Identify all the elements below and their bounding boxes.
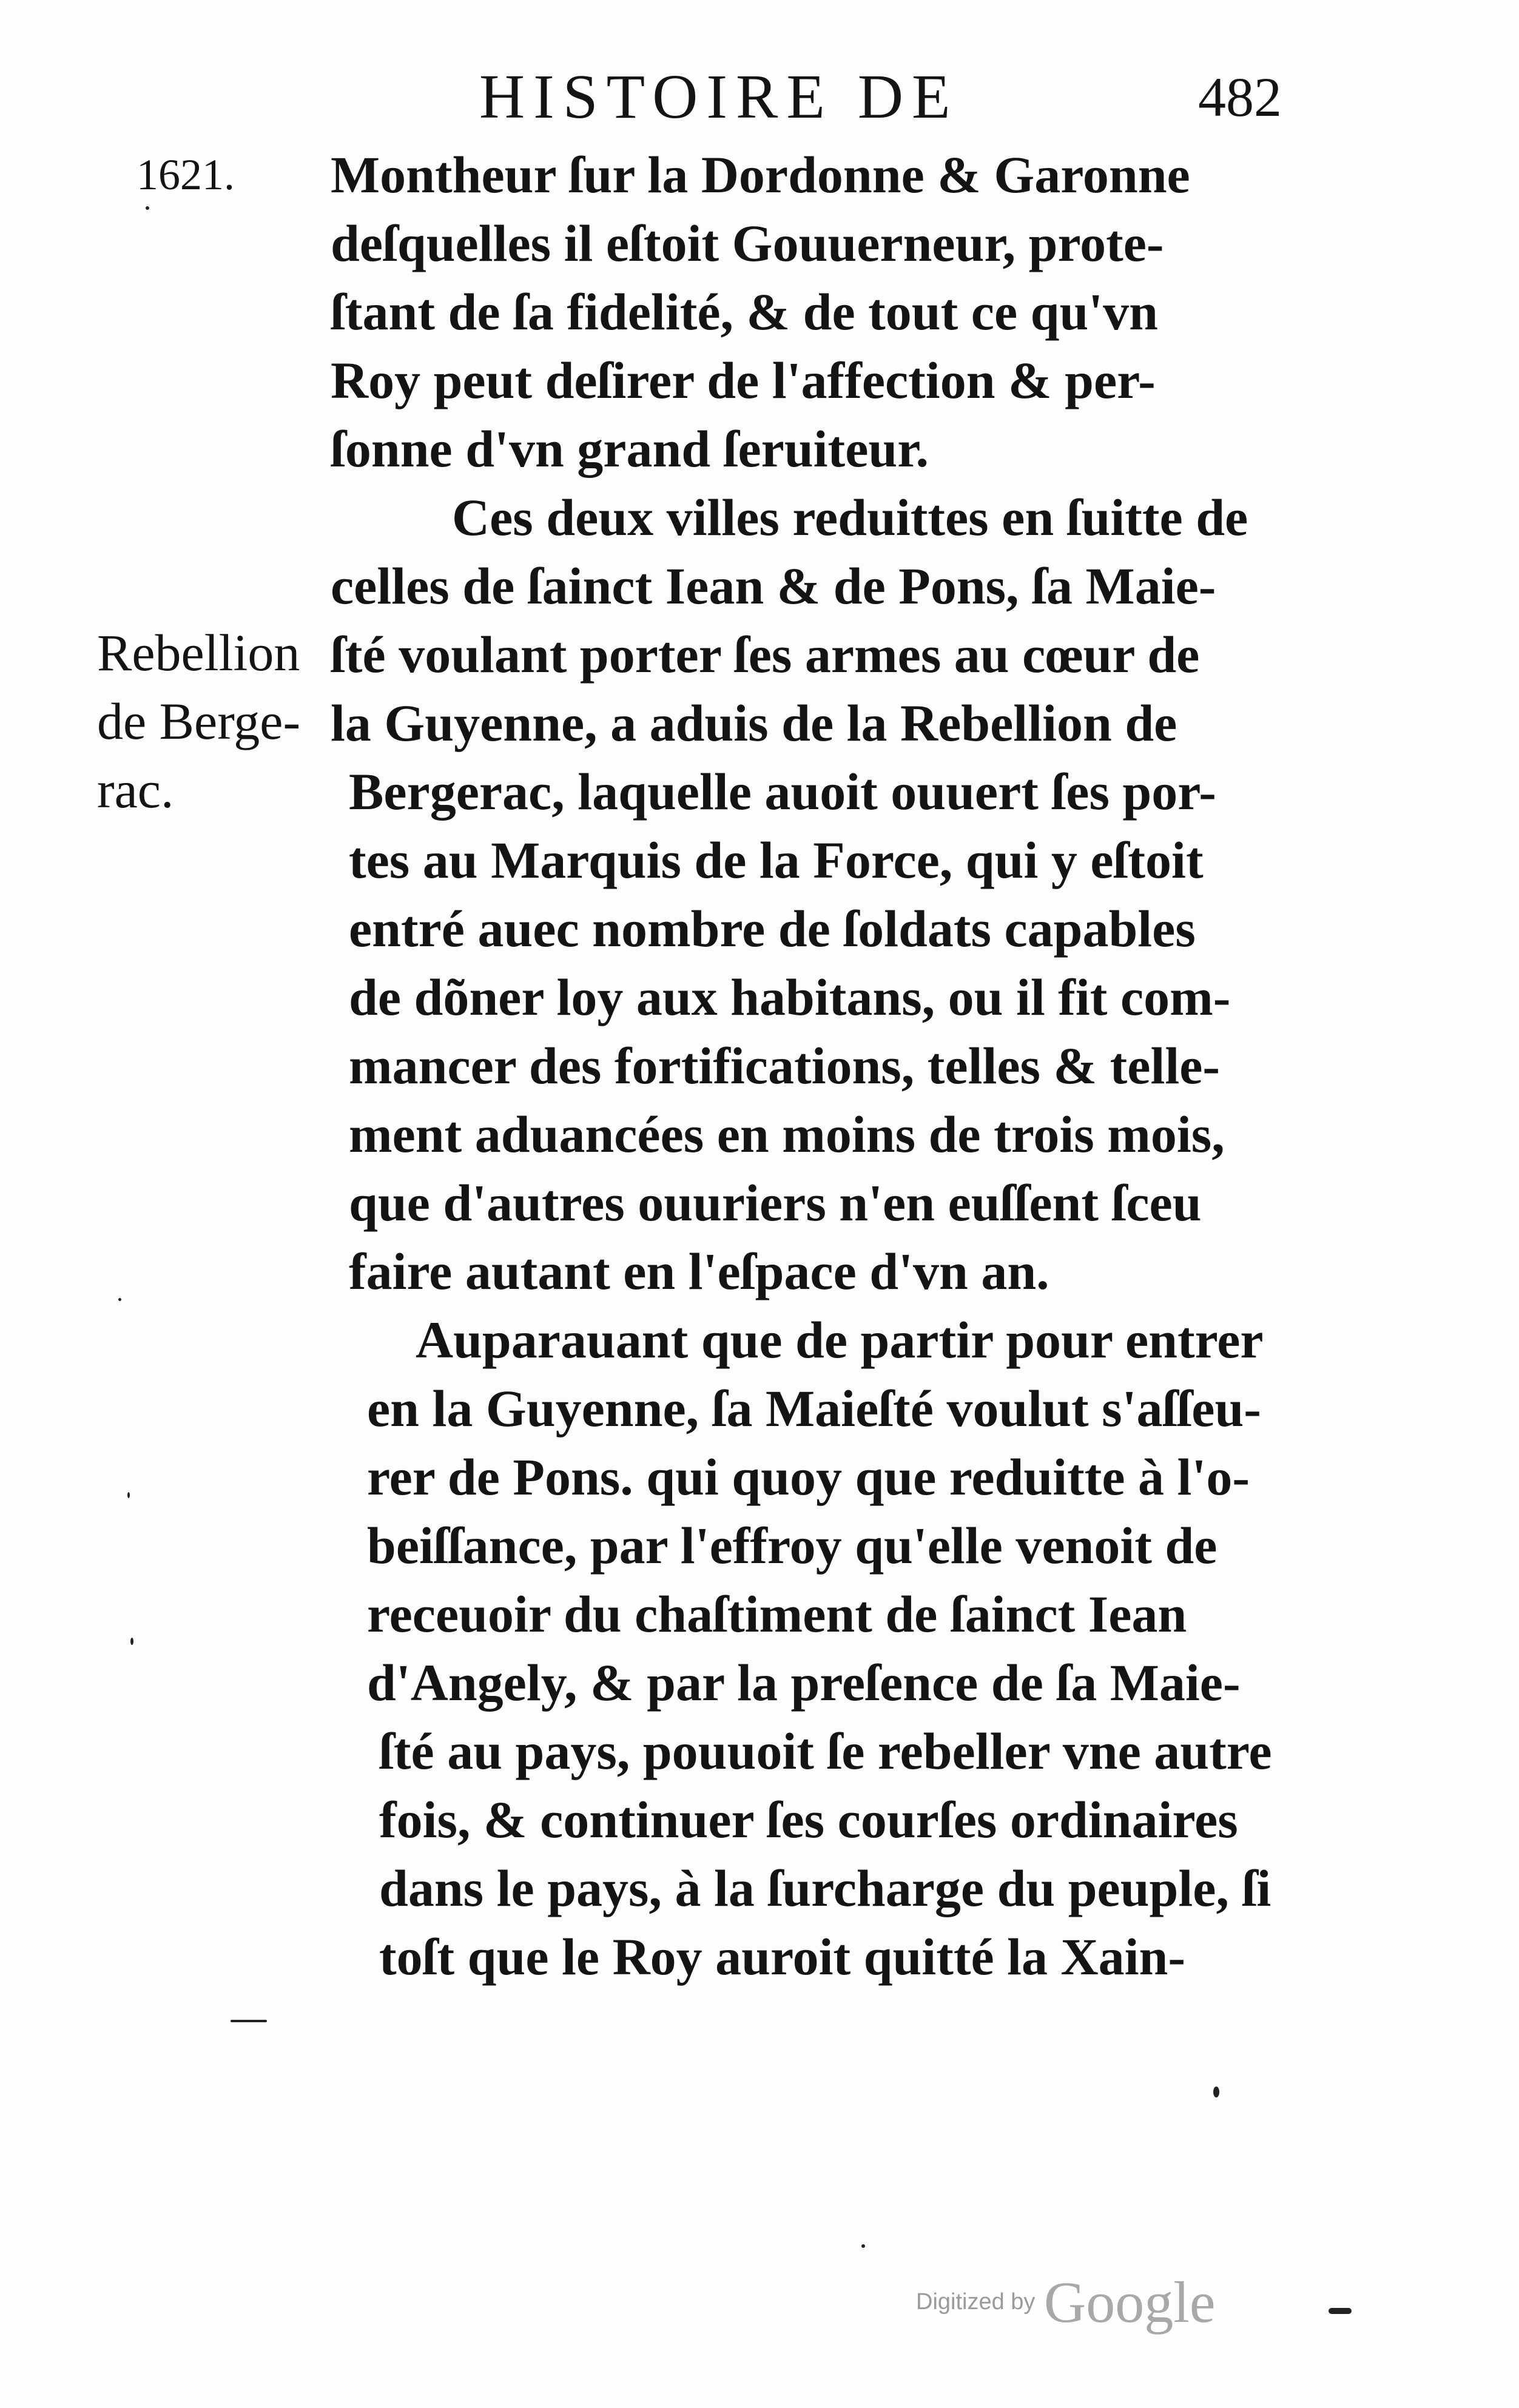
text-line: ſté voulant porter ſes armes au cœur de <box>331 625 1200 684</box>
text-line: celles de ſainct Iean & de Pons, ſa Maie- <box>331 557 1216 615</box>
scan-speck <box>130 1638 133 1645</box>
margin-year: 1621. <box>136 150 235 199</box>
text-line: toſt que le Roy auroit quitté la Xain- <box>379 1928 1186 1986</box>
margin-note-line: Rebellion <box>97 624 300 682</box>
text-line: de dõner loy aux habitans, ou il fit com- <box>349 968 1231 1026</box>
text-line: faire autant en l'eſpace d'vn an. <box>349 1242 1049 1300</box>
body-text <box>331 141 1338 1991</box>
scan-speck <box>1213 2087 1219 2097</box>
page-header <box>0 55 1519 140</box>
text-line: Montheur ſur la Dordonne & Garonne <box>331 146 1190 204</box>
page-number: 482 <box>1198 66 1282 128</box>
text-line: rer de Pons. qui quoy que reduitte à l'o- <box>367 1448 1250 1506</box>
scan-speck <box>127 1492 130 1498</box>
running-title: HISTOIRE DE <box>479 62 959 132</box>
text-line: ſtant de ſa fidelité, & de tout ce qu'vn <box>331 283 1158 341</box>
text-line: tes au Marquis de la Force, qui y eſtoit <box>349 831 1204 889</box>
text-line: Ces deux villes reduittes en ſuitte de <box>452 488 1248 547</box>
margin-note-line: de Berge- <box>97 692 301 750</box>
margin-note-line: rac. <box>97 761 174 819</box>
text-line: Bergerac, laquelle auoit ouuert ſes por- <box>349 762 1216 821</box>
scan-speck <box>231 2020 267 2022</box>
text-line: fois, & continuer ſes courſes ordinaires <box>379 1791 1238 1849</box>
text-line: entré auec nombre de ſoldats capables <box>349 900 1196 958</box>
text-line: deſquelles il eſtoit Gouuerneur, prote- <box>331 214 1164 272</box>
text-line: Auparauant que de partir pour entrer <box>416 1311 1264 1369</box>
text-line: Roy peut deſirer de l'affection & per- <box>331 351 1156 409</box>
text-line: receuoir du chaſtiment de ſainct Iean <box>367 1585 1187 1643</box>
text-line: beiſſance, par l'effroy qu'elle venoit de <box>367 1516 1218 1575</box>
scan-speck <box>118 1298 121 1301</box>
text-line: ſté au pays, pouuoit ſe rebeller vne autre <box>379 1722 1272 1780</box>
text-line: la Guyenne, a aduis de la Rebellion de <box>331 694 1177 752</box>
text-line: ſonne d'vn grand ſeruiteur. <box>331 420 929 478</box>
text-line: dans le pays, à la ſurcharge du peuple, ſi <box>379 1859 1271 1917</box>
text-line: en la Guyenne, ſa Maieſté voulut s'aſſeu- <box>367 1379 1261 1438</box>
scan-speck <box>861 2244 865 2248</box>
text-line: d'Angely, & par la preſence de ſa Maie- <box>367 1653 1241 1712</box>
digitized-label: Digitized by <box>916 2289 1036 2315</box>
text-line: ment aduancées en moins de trois mois, <box>349 1105 1225 1163</box>
digitization-watermark <box>916 2268 1215 2336</box>
google-logo: Google <box>1043 2270 1216 2335</box>
text-line: mancer des fortifications, telles & telle- <box>349 1037 1221 1095</box>
margin-note <box>97 619 328 824</box>
text-line: que d'autres ouuriers n'en euſſent ſceu <box>349 1174 1202 1232</box>
scan-speck <box>1329 2308 1352 2314</box>
scan-speck <box>146 206 149 210</box>
